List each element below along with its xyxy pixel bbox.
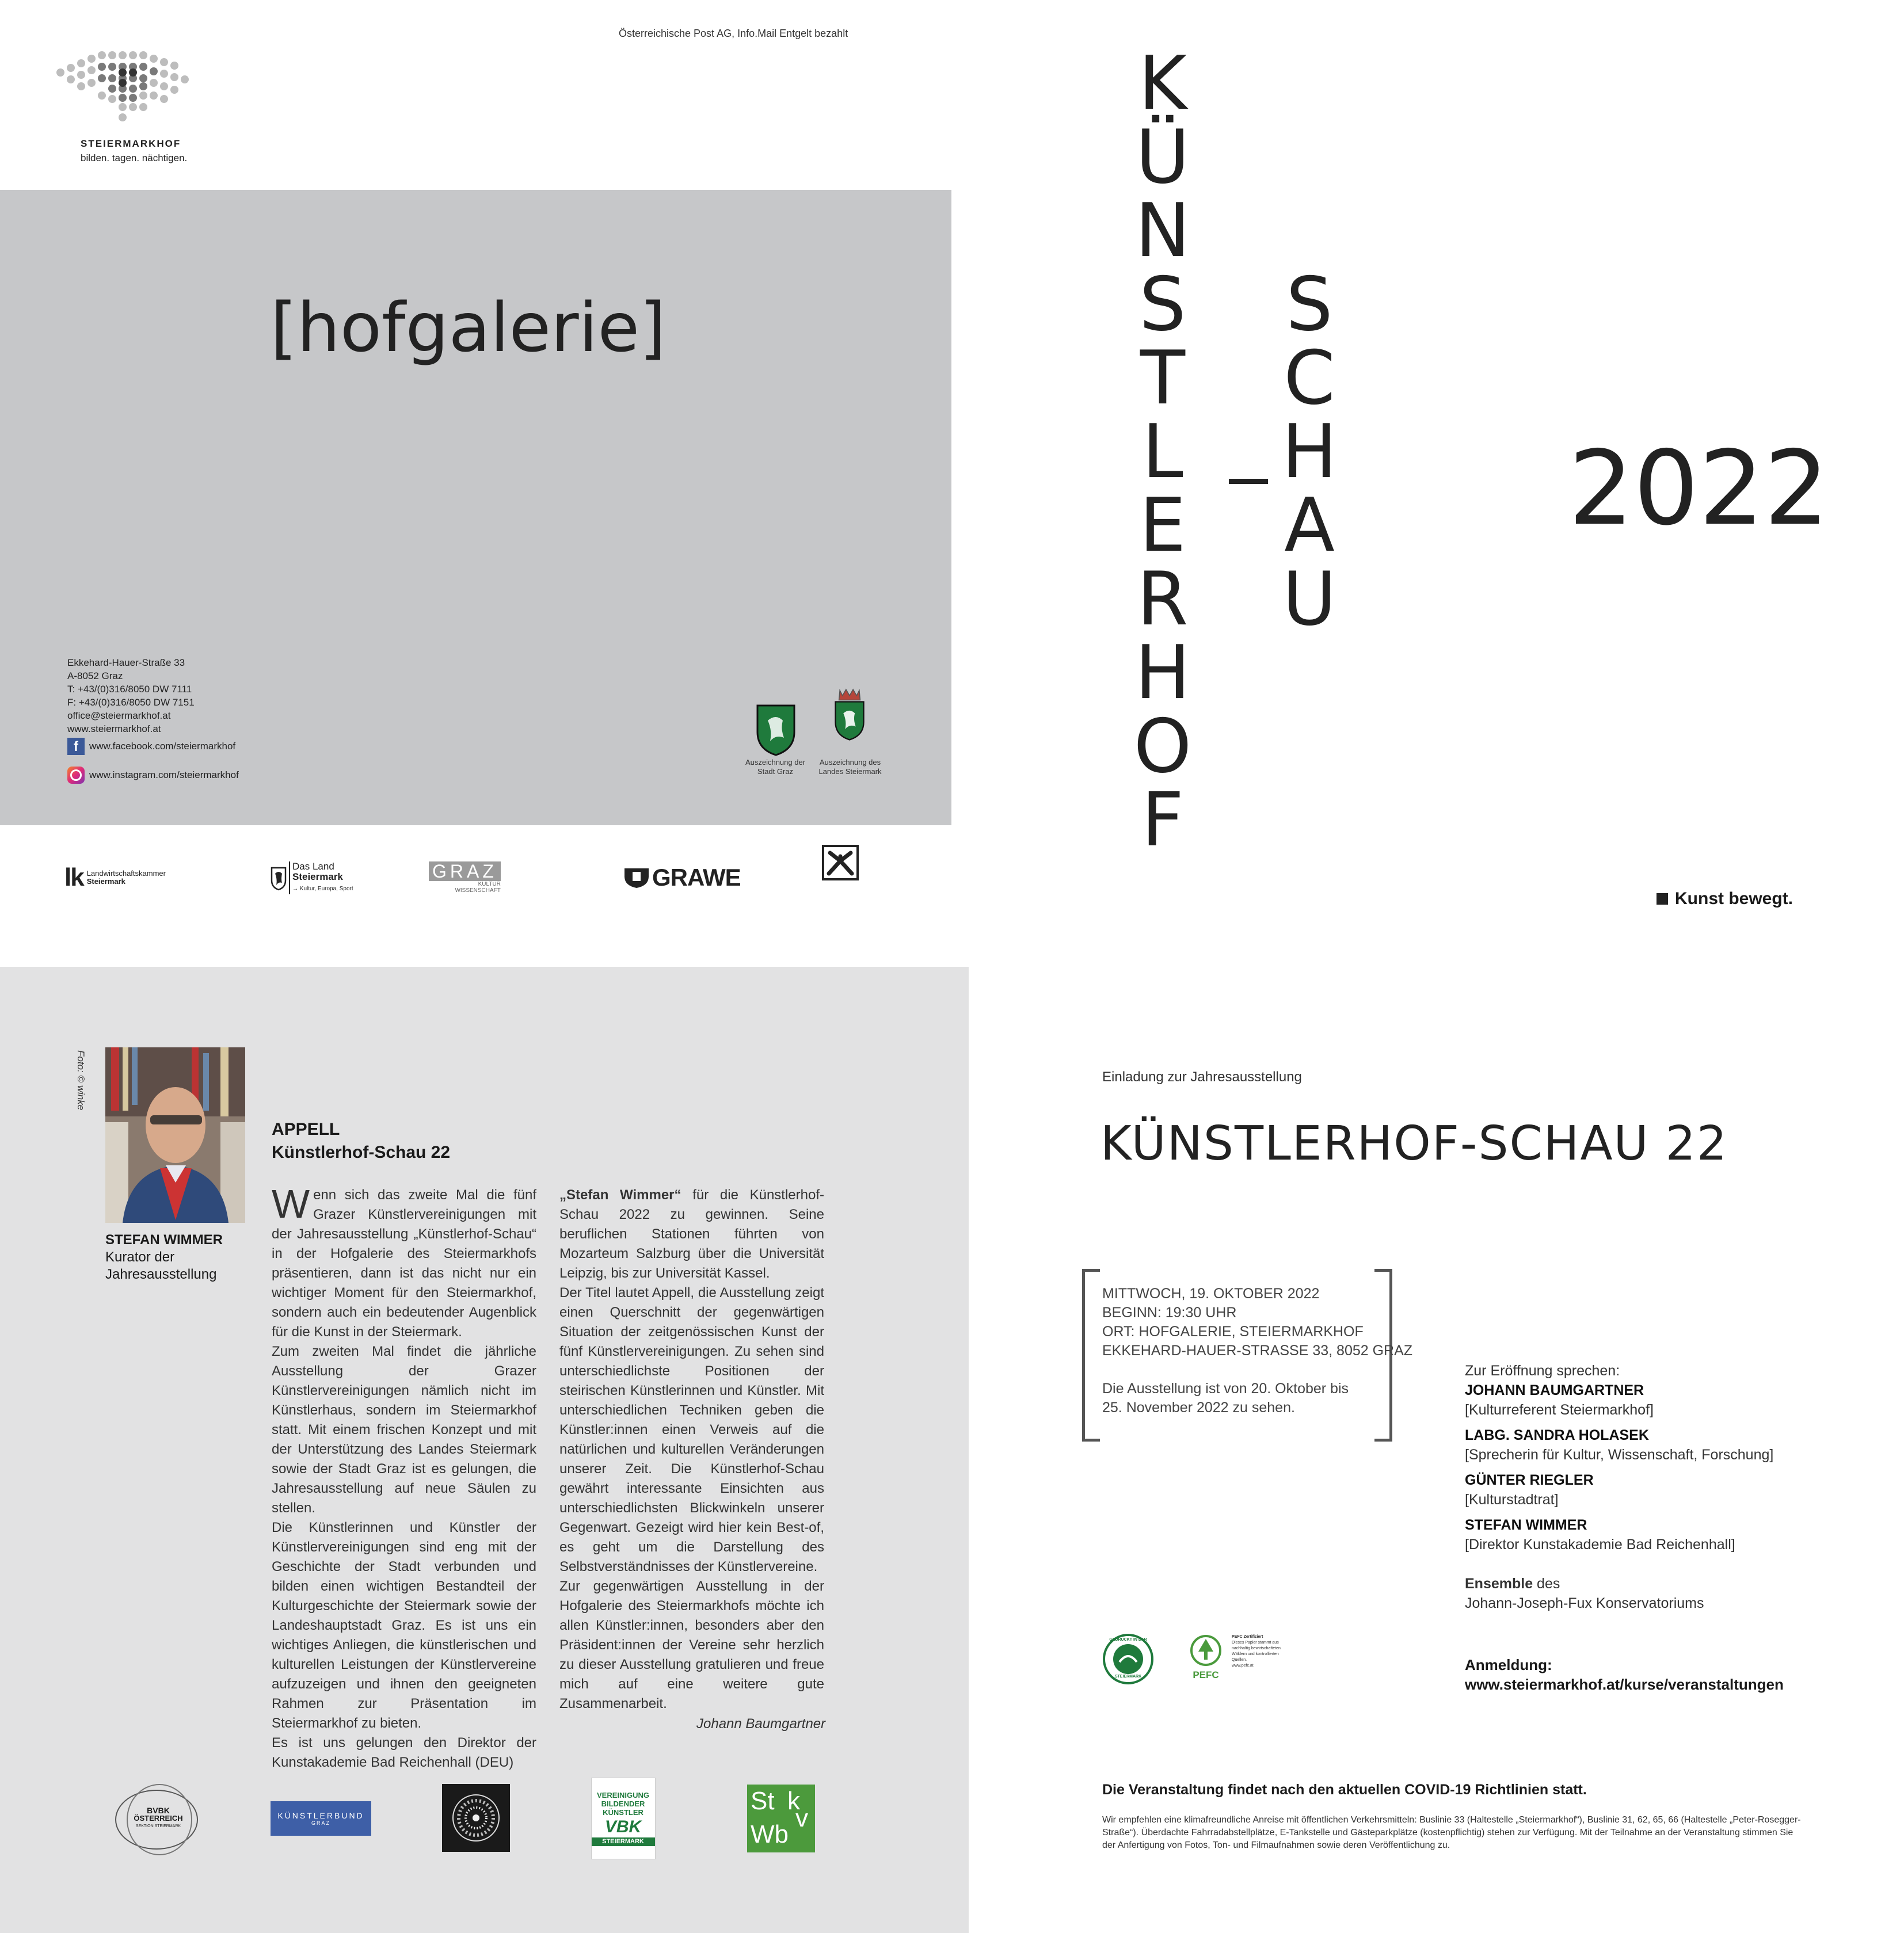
logo-stkvwb — [747, 1778, 816, 1859]
photo-credit: Foto: © winke — [75, 1050, 86, 1111]
badge-gedruckt-steiermark — [1102, 1633, 1154, 1685]
stk-text-4: Wb — [751, 1820, 789, 1848]
letter: Ü — [1136, 115, 1190, 200]
registration-url[interactable]: www.steiermarkhof.at/kurse/veranstaltungen — [1465, 1676, 1784, 1693]
col2-paragraph-3: Zur gegenwärtigen Ausstellung in der Hofgalerie des Steiermarkhofs möchte ich allen Künstler:innen, besonders aber den Präsident:innen der Vereine sehr herzlich zu dieser Ausstellung gratulieren und freue mich auf eine weitere gute Zusammenarbeit. — [559, 1579, 824, 1711]
pefc-text-1: PEFC Zertifiziert — [1232, 1635, 1263, 1639]
letter: A — [1284, 483, 1335, 569]
sponsor-land-steiermark — [271, 857, 353, 898]
grawe-emblem-icon — [623, 866, 650, 889]
lk-mark: lk — [64, 863, 83, 891]
col2-paragraph-2: Der Titel lautet Appell, die Ausstellung zeigt einen Querschnitt der gegenwärtigen Situation der zeitgenössischen Kunst der fünf Künstlervereinigungen. Zu sehen sind unterschiedlichste Positionen der steirischen Künstlerinnen und Künstler. Mit unterschiedlichen Techniken geben die Künstler:innen einen Verweis auf die natürlichen und kulturellen Veränderungen unserer Zeit. Die Künstlerhof-Schau gewährt interessante Einsichten aus unterschiedlichsten Blickwinkeln unserer Gegenwart. Gezeigt wird hier kein Best-of, es geht um die Darstellung des Selbstverständnisses der Künstlervereine. — [559, 1285, 824, 1574]
heading-subtitle: Künstlerhof-Schau 22 — [272, 1143, 451, 1162]
col1-paragraph-4: Es ist uns gelungen den Direktor der Kunstakademie Bad Reichenhall (DEU) — [272, 1735, 536, 1770]
facebook-icon: f — [67, 738, 85, 755]
vbk-line-1: VEREINIGUNG — [596, 1791, 649, 1799]
letter: C — [1284, 335, 1335, 421]
stk-text-3: v — [795, 1804, 808, 1832]
person-role-1: Kurator der — [105, 1249, 175, 1265]
graz-crest-icon — [755, 703, 797, 756]
pefc-tree-icon — [1186, 1634, 1226, 1667]
badge-pefc — [1186, 1634, 1289, 1681]
cover-year: 2022 — [1568, 429, 1829, 548]
speaker-role: [Sprecherin für Kultur, Wissenschaft, Forschung] — [1465, 1447, 1774, 1463]
logo-bvbk — [112, 1778, 204, 1859]
person-name: STEFAN WIMMER — [105, 1232, 223, 1248]
cover-vertical-kuenstlerhof — [1128, 41, 1197, 863]
ensemble-des: des — [1533, 1576, 1560, 1592]
letter: E — [1139, 483, 1186, 569]
bvbk-line-2: ÖSTERREICH — [134, 1814, 183, 1823]
contact-block — [67, 656, 195, 735]
land-line-2: Steiermark — [292, 871, 343, 882]
covid-note: Die Veranstaltung findet nach den aktuellen COVID-19 Richtlinien statt. — [1102, 1782, 1587, 1798]
cover-dash — [1229, 479, 1268, 484]
bvbk-line-1: BVBK — [147, 1806, 170, 1815]
event-address: EKKEHARD-HAUER-STRASSE 33, 8052 GRAZ — [1102, 1343, 1413, 1359]
heading-appell: APPELL — [272, 1120, 340, 1139]
bracket-left — [1082, 1269, 1100, 1442]
spiral-logo — [442, 1784, 510, 1852]
registration — [1465, 1655, 1784, 1694]
letter: N — [1135, 188, 1190, 274]
person-role-2: Jahresausstellung — [105, 1267, 217, 1282]
letter: T — [1140, 335, 1186, 421]
contact-fax: F: +43/(0)316/8050 DW 7151 — [67, 697, 195, 708]
steiermark-crest-icon — [829, 688, 870, 741]
bvbk-line-3: SEKTION STEIERMARK — [135, 1824, 181, 1828]
letter: H — [1281, 409, 1338, 495]
letter: R — [1137, 556, 1189, 642]
contact-street: Ekkehard-Hauer-Straße 33 — [67, 657, 185, 668]
letter: S — [1139, 262, 1186, 348]
contact-email[interactable]: office@steiermarkhof.at — [67, 710, 171, 721]
kb-line-1: KÜNSTLERBUND — [277, 1811, 364, 1820]
drop-cap: W — [272, 1181, 310, 1226]
vbk-line-4: VBK — [604, 1817, 642, 1836]
ensemble-label: Ensemble — [1465, 1576, 1533, 1592]
letter: L — [1142, 409, 1183, 495]
speaker-role: [Kulturreferent Steiermarkhof] — [1465, 1402, 1654, 1418]
logo-vbk — [590, 1778, 656, 1859]
letter: H — [1134, 630, 1191, 716]
land-line-1: Das Land — [292, 860, 334, 872]
event-duration-2: 25. November 2022 zu sehen. — [1102, 1400, 1295, 1416]
vbk-line-2: BILDENDER — [601, 1799, 645, 1808]
logo-name: STEIERMARKHOF — [81, 138, 181, 149]
square-bullet-icon — [1657, 893, 1668, 905]
sponsor-grawe — [623, 857, 741, 898]
contact-web[interactable]: www.steiermarkhof.at — [67, 723, 161, 734]
letter: O — [1133, 704, 1192, 790]
col2-bold-name: „Stefan Wimmer“ — [559, 1187, 681, 1203]
lk-name-1: Landwirtschaftskammer — [86, 869, 166, 878]
col1-paragraph-1: enn sich das zweite Mal die fünf Grazer Künstlervereinigungen mit der Jahresausstellung „Künstlerhof-Schau“ in der Hofgalerie des Steiermarkhofs präsentieren, dann ist das nicht nur ein wichtiger Moment für den Steiermarkhof, sondern auch ein bedeutender Augenblick für die Kunst in der Steiermark. — [272, 1187, 536, 1340]
event-details — [1102, 1284, 1412, 1417]
vbk-line-5: STEIERMARK — [592, 1837, 655, 1846]
kb-line-2: GRAZ — [311, 1820, 330, 1826]
graz-sub-1: KULTUR — [478, 881, 501, 887]
speaker-name: GÜNTER RIEGLER — [1465, 1472, 1594, 1488]
article-signature: Johann Baumgartner — [696, 1716, 826, 1732]
letter: U — [1282, 556, 1336, 642]
graz-sub-2: WISSENSCHAFT — [455, 887, 501, 894]
invite-title: KÜNSTLERHOF-SCHAU 22 — [1100, 1116, 1728, 1171]
col2-paragraph-1: für die Künstlerhof-Schau 2022 zu gewinnen. Seine beruflichen Stationen führten von Mozarteum Salzburg über die Universität Leipzig, bis zur Universität Kassel. — [559, 1187, 824, 1281]
sponsor-graz — [429, 857, 501, 898]
speaker-name: JOHANN BAUMGARTNER — [1465, 1382, 1644, 1398]
land-crest-icon — [271, 864, 287, 891]
stk-text-2: k — [787, 1787, 800, 1815]
instagram-icon — [67, 767, 85, 784]
speakers-list — [1465, 1361, 1773, 1613]
speaker-name: LABG. SANDRA HOLASEK — [1465, 1427, 1649, 1443]
letter: K — [1138, 41, 1187, 127]
article-heading — [272, 1118, 450, 1164]
land-line-3: → Kultur, Europa, Sport — [292, 885, 353, 892]
invite-intro: Einladung zur Jahresausstellung — [1102, 1069, 1302, 1085]
contact-phone: T: +43/(0)316/8050 DW 7111 — [67, 684, 192, 695]
event-duration-1: Die Ausstellung ist von 20. Oktober bis — [1102, 1381, 1349, 1397]
cover-slogan — [1657, 889, 1793, 909]
person-caption — [105, 1232, 223, 1283]
article-column-2 — [559, 1185, 824, 1714]
award-label-graz: Auszeichnung der Stadt Graz — [745, 758, 806, 776]
registration-label: Anmeldung: — [1465, 1656, 1552, 1673]
grawe-mark: GRAWE — [652, 864, 741, 891]
col1-paragraph-3: Die Künstlerinnen und Künstler der Künstlervereinigungen sind eng mit der Geschichte der Stadt verbunden und bilden einen wichtigen Bestandteil der Kulturgeschichte der Steiermark sowie der Landeshauptstadt Graz. Es ist uns ein wichtiges Anliegen, die künstlerischen und kulturellen Leistungen der Künstlervereine aufzuzeigen und ihnen den geeigneten Rahmen zur Präsentation im Steiermarkhof zu bieten. — [272, 1520, 536, 1731]
raiffeisen-logo — [822, 845, 859, 880]
speakers-intro: Zur Eröffnung sprechen: — [1465, 1363, 1620, 1379]
slogan-text: Kunst bewegt. — [1675, 889, 1793, 908]
hofgalerie-title: [hofgalerie] — [271, 288, 667, 367]
badge-text-2: STEIERMARK — [1114, 1675, 1142, 1679]
contact-city: A-8052 Graz — [67, 670, 123, 681]
letter: S — [1286, 262, 1333, 348]
stk-text-1: St — [751, 1787, 775, 1815]
vbk-line-3: KÜNSTLER — [603, 1808, 643, 1817]
facebook-url: www.facebook.com/steiermarkhof — [89, 741, 236, 752]
graz-mark: GRAZ — [429, 861, 501, 881]
badge-text-1: GEDRUCKT IN DER — [1109, 1638, 1147, 1642]
event-place: ORT: HOFGALERIE, STEIERMARKHOF — [1102, 1324, 1364, 1340]
facebook-link[interactable] — [67, 738, 235, 755]
letter: F — [1141, 777, 1184, 863]
pefc-text-3: www.pefc.at — [1232, 1664, 1254, 1668]
pefc-label: PEFC — [1193, 1669, 1219, 1680]
lk-name-2: Steiermark — [86, 877, 125, 886]
logo-tagline: bilden. tagen. nächtigen. — [81, 152, 188, 163]
travel-fine-print: Wir empfehlen eine klimafreundliche Anreise mit öffentlichen Verkehrsmitteln: Buslinie 33 (Haltestelle „Steiermarkhof“), Buslinie 31, 62, 65, 66 (Haltestelle „Peter-Rosegger-Straße“). Überdachte Fahrradabstellplätze, E-Tankstelle und Gästeparkplätze (kostenpflichtig) stehen zur Verfügung. Mit der Teilnahme an der Veranstaltung stimmen Sie der Anfertigung von Fotos, Ton- und Filmaufnahmen sowie deren Veröffentlichung zu. — [1102, 1815, 1801, 1850]
col1-paragraph-2: Zum zweiten Mal findet die jährliche Ausstellung der Grazer Künstlervereinigungen nämlich nicht im Künstlerhaus, sondern im Steiermarkhof statt. Mit einem frischen Konzept und mit der Unterstützung des Landes Steiermark sowie der Stadt Graz ist es gelungen, die Jahresausstellung auf neue Säulen zu stellen. — [272, 1344, 536, 1516]
speaker-role: [Kulturstadtrat] — [1465, 1492, 1559, 1508]
article-column-1 — [272, 1181, 536, 1772]
logo-kuenstlerbund — [271, 1778, 371, 1859]
event-date: MITTWOCH, 19. OKTOBER 2022 — [1102, 1286, 1320, 1302]
event-start: BEGINN: 19:30 UHR — [1102, 1305, 1237, 1321]
cover-vertical-schau — [1275, 262, 1344, 642]
instagram-link[interactable] — [67, 767, 239, 784]
speaker-role: [Direktor Kunstakademie Bad Reichenhall] — [1465, 1537, 1735, 1553]
award-label-steiermark: Auszeichnung des Landes Steiermark — [818, 758, 882, 776]
sponsor-landwirtschaftskammer — [64, 857, 166, 898]
speaker-name: STEFAN WIMMER — [1465, 1517, 1587, 1533]
postage-note: Österreichische Post AG, Info.Mail Entgelt bezahlt — [619, 28, 848, 39]
instagram-url: www.instagram.com/steiermarkhof — [89, 769, 239, 780]
portrait-photo — [105, 1047, 245, 1223]
ensemble-name: Johann-Joseph-Fux Konservatoriums — [1465, 1595, 1704, 1611]
pefc-text-2: Dieses Papier stammt aus nachhaltig bewirtschafteten Wäldern und kontrollierten Quellen. — [1232, 1641, 1281, 1662]
